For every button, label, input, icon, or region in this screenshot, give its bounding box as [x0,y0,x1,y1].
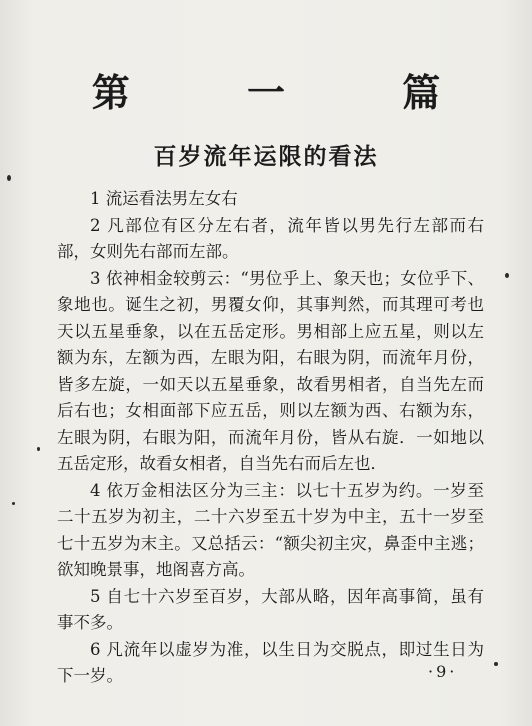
page-number: ·9· [428,662,458,681]
ink-speck [505,273,509,278]
paragraph-5: 5 自七十六岁至百岁，大部从略，因年高事简，虽有事不多。 [57,586,484,632]
ink-speck [494,662,498,666]
ink-speck [12,502,15,505]
paragraph-2: 2 凡部位有区分左右者，流年皆以男先行左部而右部，女则先右部而左部。 [57,215,484,261]
ink-speck [7,175,11,181]
paragraph-3: 3 依神相金较剪云：“男位乎上、象天也；女位乎下、象地也。诞生之初，男覆女仰，其事判然，而其理可考也天以五星垂象，以在五岳定形。男相部上应五星，则以左额为东，左额为西，左眼为阳，右眼为阴，而流年月份，皆多左旋，一如天以五星垂象，故看男相者，自当先左而后右也；女相面部下应五岳，则以左额为西、右额为东，左眼为阴，右眼为阳，而流年月份，皆从右旋．一如地以五岳定形，故看女相者，自当先右而后左也． [57,268,484,473]
paragraph-1: 1 流运看法男左女右 [90,189,238,208]
ink-speck [37,447,40,451]
paragraph-6: 6 凡流年以虚岁为准，以生日为交脱点，即过生日为下一岁。 [57,639,484,685]
chapter-title: 第 一 篇 [91,70,493,115]
paragraph-4: 4 依万金相法区分为三主：以七十五岁为约。一岁至二十五岁为初主，二十六岁至五十岁为中主，五十一岁至七十五岁为末主。又总括云：“额尖初主灾，鼻歪中主逃；欲知晚景事，地阁喜方高。 [57,480,484,579]
section-title: 百岁流年运限的看法 [153,144,379,170]
body-text [57,186,484,690]
